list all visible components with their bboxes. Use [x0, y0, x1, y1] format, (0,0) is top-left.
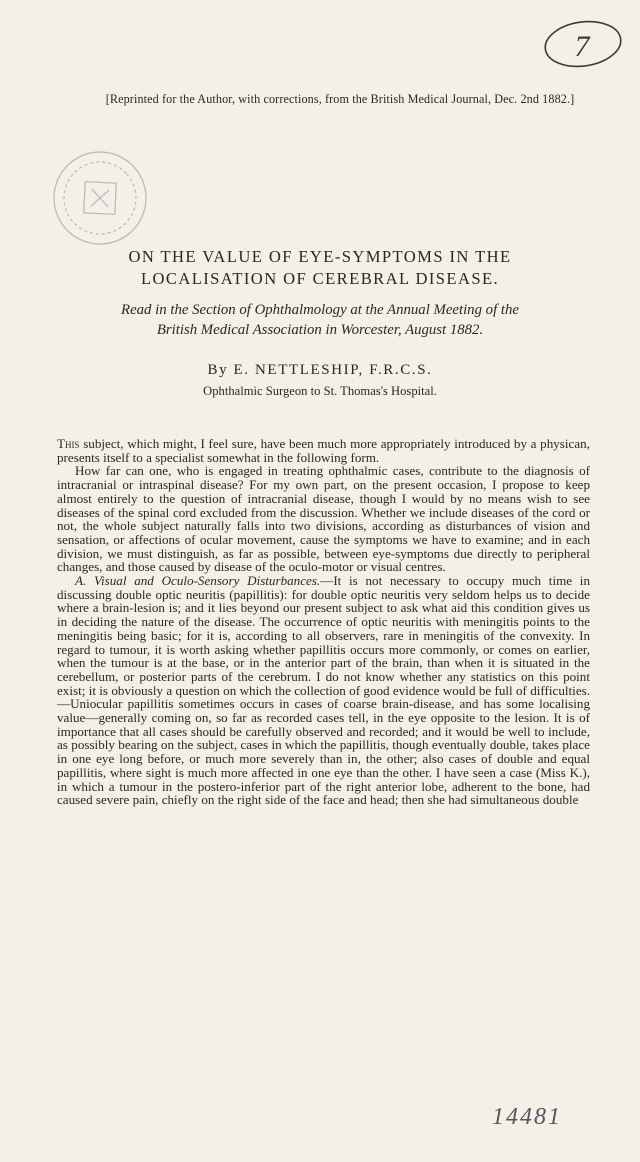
- catalogue-number: 14481: [492, 1104, 562, 1130]
- paragraph-3-text: —It is not necessary to occupy much time in discussing double optic neuritis (papillitis): for double optic neuritis very seldom helps us to decide where a brain-lesion is; and it lies beyond our present subject to ask what aid this condition gives us in deciding the nature of the disease. The occurrence of optic neuritis with meningitis points to the meningitis being basic; for it is, according to all observers, rare in meningitis of the convexity. In regard to tumour, it is worth asking whether papillitis occurs more commonly, or comes on earlier, when the tumour is at the base, or in the anterior part of the brain, than when it is situated in the cerebellum, or posterior parts of the cerebrum. I do not know whether any statistics on this point exist; it is obviously a question on which the collection of good evidence would be full of difficulties.—Uniocular papillitis sometimes occurs in cases of coarse brain-disease, and has some localising value—generally coming on, so far as recorded cases tell, in the eye opposite to the lesion. It is of importance that all cases should be carefully observed and recorded; and it would be well to include, as possibly bearing on the subject, cases in which the papillitis, though eventually double, takes place in one eye long before, or much more severely than in, the other; also cases of double and equal papillitis, where sight is much more affected in one eye than the other. I have seen a case (Miss K.), in which a tumour in the postero-inferior part of the right anterior lobe, adherent to the bone, had caused severe pain, chiefly on the right side of the face and head; then she had simultaneous double: [57, 573, 590, 808]
- read-in-line-1: Read in the Section of Ophthalmology at the Annual Meeting of the: [121, 302, 519, 318]
- shelf-mark: [540, 14, 626, 72]
- library-stamp-icon: [40, 138, 160, 258]
- article-title: [60, 246, 580, 290]
- read-in-note: [60, 300, 580, 340]
- section-a-heading: A. Visual and Oculo-Sensory Disturbances.: [75, 573, 321, 589]
- title-line-2: LOCALISATION OF CEREBRAL DISEASE.: [140, 269, 500, 288]
- read-in-line-2: British Medical Association in Worcester, August 1882.: [156, 322, 484, 338]
- title-line-1: ON THE VALUE OF EYE-SYMPTOMS IN THE: [128, 247, 512, 266]
- paragraph-1-lead: This: [57, 436, 80, 451]
- paragraph-3: [57, 574, 590, 807]
- paragraph-1: [57, 437, 590, 464]
- author-byline: By E. NETTLESHIP, F.R.C.S.: [207, 362, 433, 378]
- article-body: [57, 437, 590, 807]
- paragraph-1-text: subject, which might, I feel sure, have been much more appropriately introduced by a physican, presents itself to a specialist somewhat in the following form.: [57, 436, 590, 465]
- reprint-note: [Reprinted for the Author, with corrections, from the British Medical Journal, Dec. 2nd 1882.]: [105, 92, 575, 106]
- author-affiliation: Ophthalmic Surgeon to St. Thomas's Hospital.: [203, 384, 437, 398]
- catalogue-mark: [452, 1098, 602, 1134]
- shelf-mark-number: 7: [574, 30, 590, 63]
- paragraph-2: How far can one, who is engaged in treating ophthalmic cases, contribute to the diagnosis of intracranial or intraspinal disease? For my own part, on the present occasion, I propose to keep almost entirely to the question of intracranial disease, though I would by no means wish to see diseases of the spinal cord excluded from the discussion. Whether we include diseases of the cord or not, the whole subject naturally falls into two divisions, according as disturbances of vision and sensation, or affections of ocular movement, cause the symptoms we have to examine; and in each division, we must distinguish, as far as possible, between eye-symptoms due directly to peripheral changes, and those caused by disease of the oculo-motor or visual centres.: [57, 463, 590, 575]
